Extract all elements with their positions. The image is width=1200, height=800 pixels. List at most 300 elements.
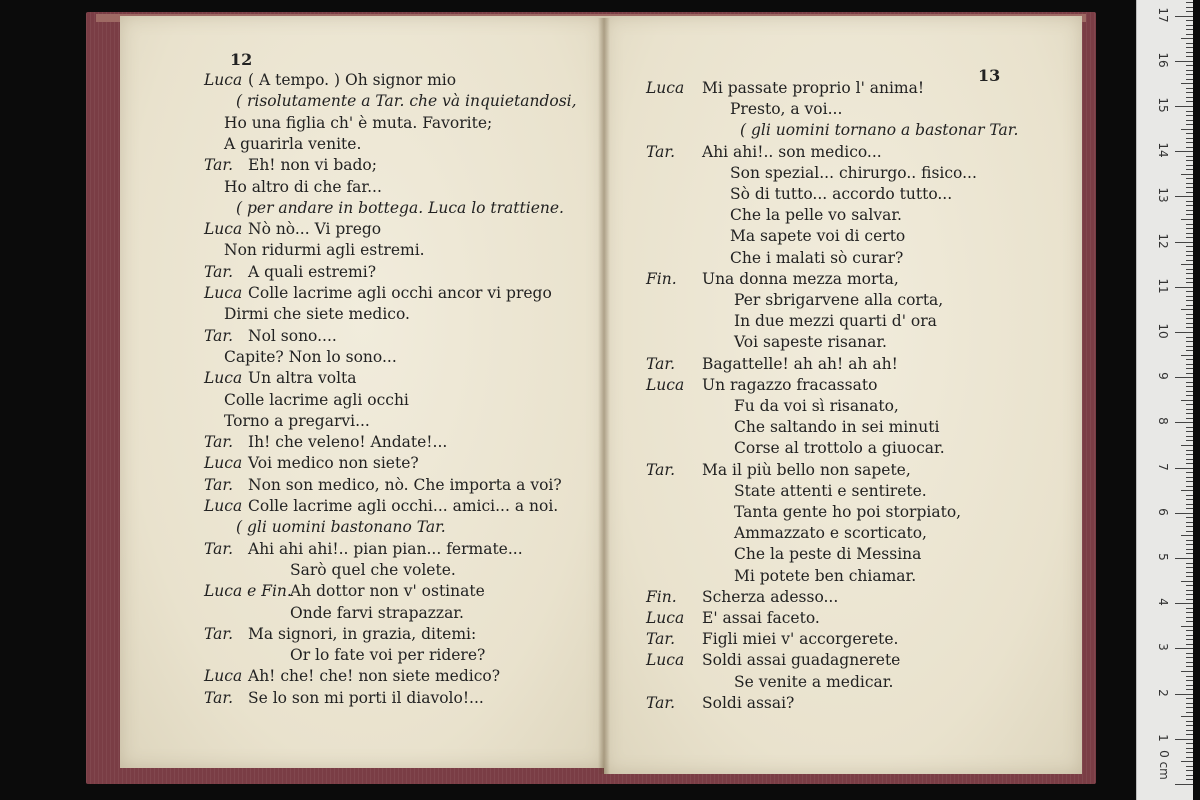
dialogue-text: Sò di tutto... accordo tutto... — [730, 185, 953, 203]
ruler-tick — [1186, 585, 1193, 586]
ruler-tick — [1186, 192, 1193, 193]
text-line — [734, 396, 899, 416]
dialogue-text: Se venite a medicar. — [734, 672, 894, 691]
speaker-name: Luca — [204, 284, 243, 302]
ruler-tick — [1186, 617, 1193, 618]
dialogue-text: Ahi ahi ahi!.. pian pian... fermate... — [248, 539, 523, 558]
ruler-tick — [1186, 323, 1193, 324]
ruler-label: 0 cm — [1157, 750, 1171, 780]
text-line — [734, 523, 927, 543]
ruler-tick — [1186, 251, 1193, 252]
ruler-tick — [1186, 427, 1193, 428]
ruler-label: 1 — [1156, 733, 1170, 742]
ruler-tick — [1175, 151, 1193, 152]
ruler-tick — [1186, 228, 1193, 229]
ruler-tick — [1175, 61, 1193, 62]
ruler-label: 9 — [1156, 372, 1170, 380]
ruler-tick — [1186, 540, 1193, 541]
ruler-label: 15 — [1156, 97, 1170, 113]
dialogue-text: Colle lacrime agli occhi ancor vi prego — [248, 284, 552, 302]
dialogue-text: Colle lacrime agli occhi — [224, 390, 409, 409]
dialogue-text: Ah dottor non v' ostinate — [290, 582, 485, 601]
dialogue-text: Sarò quel che volete. — [290, 560, 456, 579]
ruler-tick — [1186, 680, 1193, 681]
stage-direction: ( gli uomini tornano a bastonar Tar. — [740, 121, 1019, 140]
text-line — [734, 502, 961, 522]
ruler-tick — [1186, 404, 1193, 405]
ruler-tick — [1186, 214, 1193, 215]
ruler-tick — [1186, 436, 1193, 437]
text-line — [646, 650, 900, 670]
ruler-tick — [1186, 65, 1193, 66]
text-line — [204, 581, 485, 601]
ruler-tick — [1186, 160, 1193, 161]
dialogue-text: Nò nò... Vi prego — [248, 220, 382, 239]
dialogue-text: Mi passate proprio l' anima! — [702, 79, 925, 97]
dialogue-text: Torno a pregarvi... — [224, 411, 370, 430]
ruler-tick — [1186, 757, 1193, 758]
text-line — [646, 142, 882, 162]
ruler-tick — [1186, 725, 1193, 726]
text-line — [646, 78, 924, 98]
ruler-tick — [1186, 56, 1193, 57]
measuring-ruler — [1136, 0, 1193, 800]
text-line — [224, 347, 397, 367]
ruler-tick — [1186, 337, 1193, 338]
ruler-tick — [1181, 581, 1193, 582]
text-line — [204, 539, 523, 559]
ruler-tick — [1186, 97, 1193, 98]
speaker-name: Tar. — [204, 475, 234, 494]
ruler-tick — [1186, 766, 1193, 767]
text-line — [224, 390, 409, 410]
ruler-tick — [1186, 685, 1193, 686]
ruler-tick — [1186, 459, 1193, 460]
ruler-tick — [1181, 535, 1193, 536]
text-line — [204, 70, 456, 90]
dialogue-text: Scherza adesso... — [702, 587, 839, 606]
ruler-tick — [1186, 237, 1193, 238]
ruler-tick — [1186, 201, 1193, 202]
ruler-tick — [1186, 111, 1193, 112]
dialogue-text: Che la pelle vo salvar. — [730, 206, 902, 225]
dialogue-text: Che la peste di Messina — [734, 545, 922, 564]
text-line — [204, 624, 476, 644]
ruler-tick — [1186, 34, 1193, 35]
speaker-name: Luca — [204, 454, 243, 473]
dialogue-text: Non son medico, nò. Che importa a voi? — [248, 475, 562, 494]
dialogue-text: State attenti e sentirete. — [734, 481, 927, 500]
text-line — [204, 283, 552, 303]
ruler-tick — [1186, 721, 1193, 722]
dialogue-text: ( A tempo. ) Oh signor mio — [248, 71, 457, 89]
text-line — [734, 311, 937, 331]
text-line — [646, 629, 898, 649]
text-line — [734, 544, 921, 564]
dialogue-text: Che i malati sò curar? — [730, 248, 904, 267]
ruler-tick — [1186, 703, 1193, 704]
ruler-tick — [1186, 477, 1193, 478]
text-line — [204, 496, 558, 516]
dialogue-text: Per sbrigarvene alla corta, — [734, 291, 944, 309]
ruler-tick — [1186, 314, 1193, 315]
right-page-number: 13 — [978, 66, 1001, 85]
ruler-label: 16 — [1156, 52, 1170, 68]
ruler-tick — [1186, 142, 1193, 143]
speaker-name: Luca — [646, 375, 685, 394]
ruler-tick — [1186, 124, 1193, 125]
dialogue-text: Una donna mezza morta, — [702, 269, 899, 288]
text-line — [224, 113, 492, 133]
text-line — [646, 608, 820, 628]
ruler-label: 11 — [1156, 278, 1170, 294]
ruler-tick — [1186, 676, 1193, 677]
ruler-tick — [1186, 608, 1193, 609]
ruler-tick — [1175, 332, 1193, 333]
ruler-tick — [1186, 590, 1193, 591]
speaker-name: Fin. — [646, 269, 677, 288]
ruler-tick — [1186, 187, 1193, 188]
dialogue-text: Dirmi che siete medico. — [224, 305, 410, 324]
dialogue-text: Che saltando in sei minuti — [734, 418, 940, 437]
book-gutter — [598, 18, 610, 774]
dialogue-text: Presto, a voi... — [730, 100, 843, 119]
ruler-label: 6 — [1156, 507, 1170, 516]
ruler-label: 2 — [1156, 688, 1170, 697]
dialogue-text: Un ragazzo fracassato — [702, 375, 878, 394]
ruler-tick — [1186, 269, 1193, 270]
ruler-tick — [1181, 264, 1193, 265]
ruler-tick — [1186, 630, 1193, 631]
ruler-tick — [1186, 224, 1193, 225]
speaker-name: Tar. — [204, 262, 234, 281]
ruler-tick — [1186, 752, 1193, 753]
ruler-tick — [1186, 599, 1193, 600]
ruler-tick — [1186, 544, 1193, 545]
ruler-tick — [1186, 454, 1193, 455]
speaker-name: Tar. — [204, 624, 234, 643]
dialogue-text: Eh! non vi bado; — [248, 156, 377, 175]
dialogue-text: Ah! che! che! non siete medico? — [248, 667, 501, 686]
text-line — [646, 354, 898, 374]
ruler-tick — [1186, 463, 1193, 464]
ruler-tick — [1186, 246, 1193, 247]
ruler-tick — [1175, 694, 1193, 695]
ruler-label: 17 — [1156, 6, 1170, 23]
ruler-tick — [1186, 594, 1193, 595]
dialogue-text: Ahi ahi!.. son medico... — [702, 142, 882, 161]
ruler-tick — [1186, 526, 1193, 527]
ruler-tick — [1186, 522, 1193, 523]
ruler-tick — [1186, 531, 1193, 532]
ruler-tick — [1186, 233, 1193, 234]
text-line — [224, 304, 410, 324]
text-line — [730, 205, 902, 225]
ruler-label: 4 — [1156, 598, 1170, 606]
ruler-tick — [1175, 468, 1193, 469]
text-line — [646, 693, 794, 713]
dialogue-text: A quali estremi? — [248, 262, 377, 281]
speaker-name: Luca — [204, 667, 243, 686]
ruler-tick — [1186, 563, 1193, 564]
ruler-tick — [1186, 431, 1193, 432]
dialogue-text: Corse al trottolo a giuocar. — [734, 439, 945, 458]
dialogue-text: Voi sapeste risanar. — [734, 333, 887, 352]
dialogue-text: E' assai faceto. — [702, 609, 820, 627]
ruler-tick — [1186, 707, 1193, 708]
ruler-tick — [1175, 16, 1193, 17]
ruler-tick — [1186, 391, 1193, 392]
ruler-tick — [1186, 775, 1193, 776]
dialogue-text: Fu da voi sì risanato, — [734, 397, 899, 415]
speaker-name: Luca — [204, 497, 243, 515]
ruler-tick — [1186, 481, 1193, 482]
text-line — [204, 688, 484, 708]
ruler-tick — [1186, 770, 1193, 771]
text-line — [290, 603, 464, 623]
ruler-tick — [1186, 43, 1193, 44]
ruler-tick — [1175, 242, 1193, 243]
ruler-tick — [1186, 147, 1193, 148]
ruler-tick — [1186, 386, 1193, 387]
speaker-name: Luca e Fin. — [204, 582, 292, 601]
ruler-tick — [1186, 508, 1193, 509]
ruler-tick — [1186, 450, 1193, 451]
ruler-tick — [1186, 395, 1193, 396]
ruler-tick — [1186, 156, 1193, 157]
ruler-tick — [1175, 784, 1193, 785]
stage-direction: ( gli uomini bastonano Tar. — [236, 518, 446, 537]
ruler-label: 5 — [1156, 553, 1170, 561]
ruler-tick — [1181, 83, 1193, 84]
ruler-tick — [1186, 7, 1193, 8]
ruler-tick — [1186, 712, 1193, 713]
ruler-tick — [1175, 377, 1193, 378]
ruler-tick — [1186, 291, 1193, 292]
ruler-tick — [1181, 671, 1193, 672]
text-line — [734, 332, 887, 352]
ruler-tick — [1186, 734, 1193, 735]
dialogue-text: Bagattelle! ah ah! ah ah! — [702, 354, 898, 373]
speaker-name: Luca — [204, 220, 243, 239]
ruler-tick — [1186, 255, 1193, 256]
ruler-tick — [1186, 101, 1193, 102]
ruler-tick — [1175, 739, 1193, 740]
ruler-tick — [1186, 549, 1193, 550]
ruler-tick — [1186, 662, 1193, 663]
dialogue-text: Non ridurmi agli estremi. — [224, 241, 425, 260]
dialogue-text: Mi potete ben chiamar. — [734, 566, 917, 585]
ruler-tick — [1186, 260, 1193, 261]
text-line — [204, 219, 381, 239]
ruler-tick — [1186, 79, 1193, 80]
ruler-tick — [1186, 120, 1193, 121]
ruler-tick — [1186, 748, 1193, 749]
text-line — [224, 240, 425, 260]
text-line — [236, 198, 564, 218]
ruler-tick — [1186, 2, 1193, 3]
ruler-tick — [1186, 300, 1193, 301]
ruler-tick — [1186, 517, 1193, 518]
ruler-tick — [1186, 413, 1193, 414]
ruler-tick — [1181, 355, 1193, 356]
ruler-tick — [1186, 138, 1193, 139]
speaker-name: Luca — [646, 609, 685, 627]
dialogue-text: Figli miei v' accorgerete. — [702, 630, 899, 649]
speaker-name: Tar. — [204, 688, 234, 707]
speaker-name: Tar. — [646, 460, 676, 479]
ruler-label: 3 — [1156, 643, 1170, 652]
ruler-tick — [1186, 553, 1193, 554]
ruler-tick — [1186, 472, 1193, 473]
ruler-tick — [1186, 88, 1193, 89]
ruler-tick — [1186, 635, 1193, 636]
text-line — [730, 184, 952, 204]
ruler-label: 14 — [1156, 142, 1170, 158]
dialogue-text: Voi medico non siete? — [248, 454, 419, 473]
ruler-tick — [1181, 445, 1193, 446]
dialogue-text: Capite? Non lo sono... — [224, 347, 397, 366]
ruler-tick — [1186, 576, 1193, 577]
ruler-tick — [1186, 178, 1193, 179]
dialogue-text: Ammazzato e scorticato, — [734, 524, 927, 543]
ruler-tick — [1186, 639, 1193, 640]
ruler-tick — [1186, 52, 1193, 53]
ruler-tick — [1186, 350, 1193, 351]
ruler-tick — [1186, 486, 1193, 487]
ruler-tick — [1186, 47, 1193, 48]
speaker-name: Tar. — [646, 693, 676, 712]
ruler-tick — [1175, 558, 1193, 559]
ruler-label: 10 — [1156, 323, 1170, 339]
ruler-tick — [1186, 169, 1193, 170]
ruler-tick — [1186, 730, 1193, 731]
text-line — [290, 645, 485, 665]
ruler-tick — [1186, 657, 1193, 658]
ruler-tick — [1186, 341, 1193, 342]
ruler-tick — [1186, 440, 1193, 441]
left-page — [120, 16, 605, 768]
speaker-name: Fin. — [646, 587, 677, 606]
ruler-tick — [1186, 133, 1193, 134]
ruler-tick — [1186, 25, 1193, 26]
dialogue-text: Or lo fate voi per ridere? — [290, 646, 486, 665]
text-line — [730, 163, 977, 183]
ruler-tick — [1186, 278, 1193, 279]
ruler-tick — [1175, 287, 1193, 288]
ruler-tick — [1181, 490, 1193, 491]
ruler-tick — [1186, 612, 1193, 613]
ruler-tick — [1181, 626, 1193, 627]
ruler-tick — [1175, 106, 1193, 107]
dialogue-text: Ma sapete voi di certo — [730, 227, 906, 246]
ruler-tick — [1186, 70, 1193, 71]
ruler-label: 8 — [1156, 417, 1170, 426]
ruler-tick — [1186, 504, 1193, 505]
ruler-label: 13 — [1156, 187, 1170, 204]
text-line — [224, 134, 361, 154]
text-line — [204, 155, 377, 175]
dialogue-text: Ih! che veleno! Andate!... — [248, 433, 448, 452]
ruler-tick — [1181, 716, 1193, 717]
text-line — [734, 481, 927, 501]
speaker-name: Tar. — [204, 326, 234, 345]
ruler-label: 12 — [1156, 232, 1170, 249]
ruler-tick — [1186, 92, 1193, 93]
speaker-name: Luca — [204, 71, 243, 89]
ruler-tick — [1186, 210, 1193, 211]
text-line — [204, 368, 357, 388]
ruler-tick — [1186, 364, 1193, 365]
ruler-tick — [1186, 327, 1193, 328]
ruler-tick — [1186, 11, 1193, 12]
left-page-number: 12 — [230, 50, 253, 69]
text-line — [224, 177, 382, 197]
ruler-tick — [1181, 174, 1193, 175]
ruler-tick — [1181, 400, 1193, 401]
text-line — [730, 248, 903, 268]
text-line — [204, 666, 500, 686]
dialogue-text: Se lo son mi porti il diavolo!... — [248, 688, 484, 707]
ruler-tick — [1186, 20, 1193, 21]
ruler-tick — [1186, 743, 1193, 744]
text-line — [236, 91, 577, 111]
text-line — [646, 269, 899, 289]
ruler-label: 7 — [1156, 462, 1170, 471]
text-line — [740, 120, 1018, 140]
text-line — [204, 475, 562, 495]
dialogue-text: Soldi assai? — [702, 693, 795, 712]
ruler-tick — [1181, 309, 1193, 310]
ruler-tick — [1186, 653, 1193, 654]
ruler-tick — [1186, 567, 1193, 568]
ruler-tick — [1175, 513, 1193, 514]
stage-direction: ( risolutamente a Tar. che và inquietandosi, — [236, 92, 577, 111]
dialogue-text: Onde farvi strapazzar. — [290, 603, 464, 622]
speaker-name: Tar. — [646, 142, 676, 161]
dialogue-text: Tanta gente ho poi storpiato, — [734, 503, 962, 521]
left-page-text — [120, 16, 605, 768]
text-line — [730, 99, 842, 119]
speaker-name: Luca — [204, 369, 243, 388]
ruler-tick — [1181, 129, 1193, 130]
ruler-tick — [1175, 648, 1193, 649]
ruler-tick — [1175, 422, 1193, 423]
ruler-tick — [1186, 689, 1193, 690]
dialogue-text: Son spezial... chirurgo.. fisico... — [730, 163, 977, 182]
ruler-tick — [1186, 621, 1193, 622]
ruler-tick — [1186, 282, 1193, 283]
text-line — [646, 587, 838, 607]
ruler-tick — [1186, 29, 1193, 30]
ruler-tick — [1186, 382, 1193, 383]
text-line — [204, 453, 419, 473]
text-line — [224, 411, 370, 431]
text-line — [204, 432, 447, 452]
text-line — [734, 438, 945, 458]
text-line — [730, 226, 905, 246]
ruler-tick — [1181, 761, 1193, 762]
right-page-text — [604, 16, 1082, 774]
speaker-name: Luca — [646, 79, 685, 97]
stage-direction: ( per andare in bottega. Luca lo trattiene. — [236, 198, 564, 217]
ruler-tick — [1181, 38, 1193, 39]
text-line — [734, 417, 939, 437]
ruler-tick — [1186, 273, 1193, 274]
ruler-tick — [1186, 495, 1193, 496]
ruler-tick — [1186, 572, 1193, 573]
dialogue-text: Nol sono.... — [248, 326, 337, 345]
